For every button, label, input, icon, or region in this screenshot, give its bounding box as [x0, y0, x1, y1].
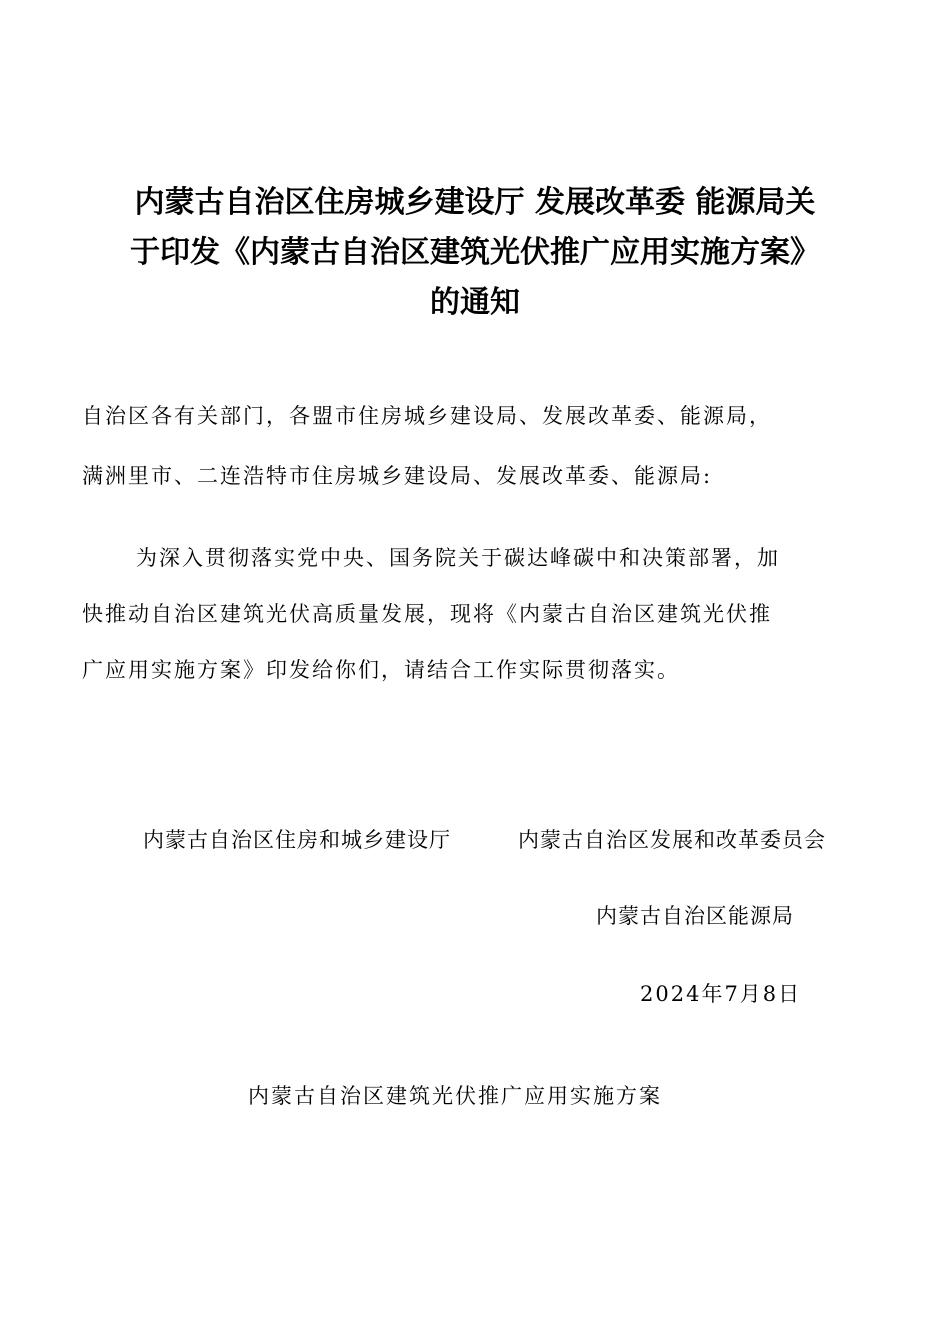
body-line-1: 为深入贯彻落实党中央、国务院关于碳达峰碳中和决策部署，加 — [136, 546, 780, 570]
title-line-1: 内蒙古自治区住房城乡建设厅 发展改革委 能源局关 — [134, 185, 816, 220]
addressee-line-2: 满洲里市、二连浩特市住房城乡建设局、发展改革委、能源局: — [82, 464, 713, 488]
signatory-energy-bureau: 内蒙古自治区能源局 — [596, 904, 794, 928]
signatory-housing-dept: 内蒙古自治区住房和城乡建设厅 — [143, 828, 451, 852]
attachment-title: 内蒙古自治区建筑光伏推广应用实施方案 — [248, 1084, 662, 1108]
body-line-3: 广应用实施方案》印发给你们，请结合工作实际贯彻落实。 — [82, 658, 680, 682]
body-line-2: 快推动自治区建筑光伏高质量发展，现将《内蒙古自治区建筑光伏推 — [82, 602, 772, 626]
document-date: 2024年7月8日 — [640, 982, 802, 1006]
signatory-development-commission: 内蒙古自治区发展和改革委员会 — [518, 828, 826, 852]
document-title — [60, 178, 890, 328]
title-line-3: 的通知 — [430, 285, 520, 320]
title-line-2: 于印发《内蒙古自治区建筑光伏推广应用实施方案》 — [130, 235, 820, 270]
addressee-line-1: 自治区各有关部门，各盟市住房城乡建设局、发展改革委、能源局， — [82, 404, 772, 428]
